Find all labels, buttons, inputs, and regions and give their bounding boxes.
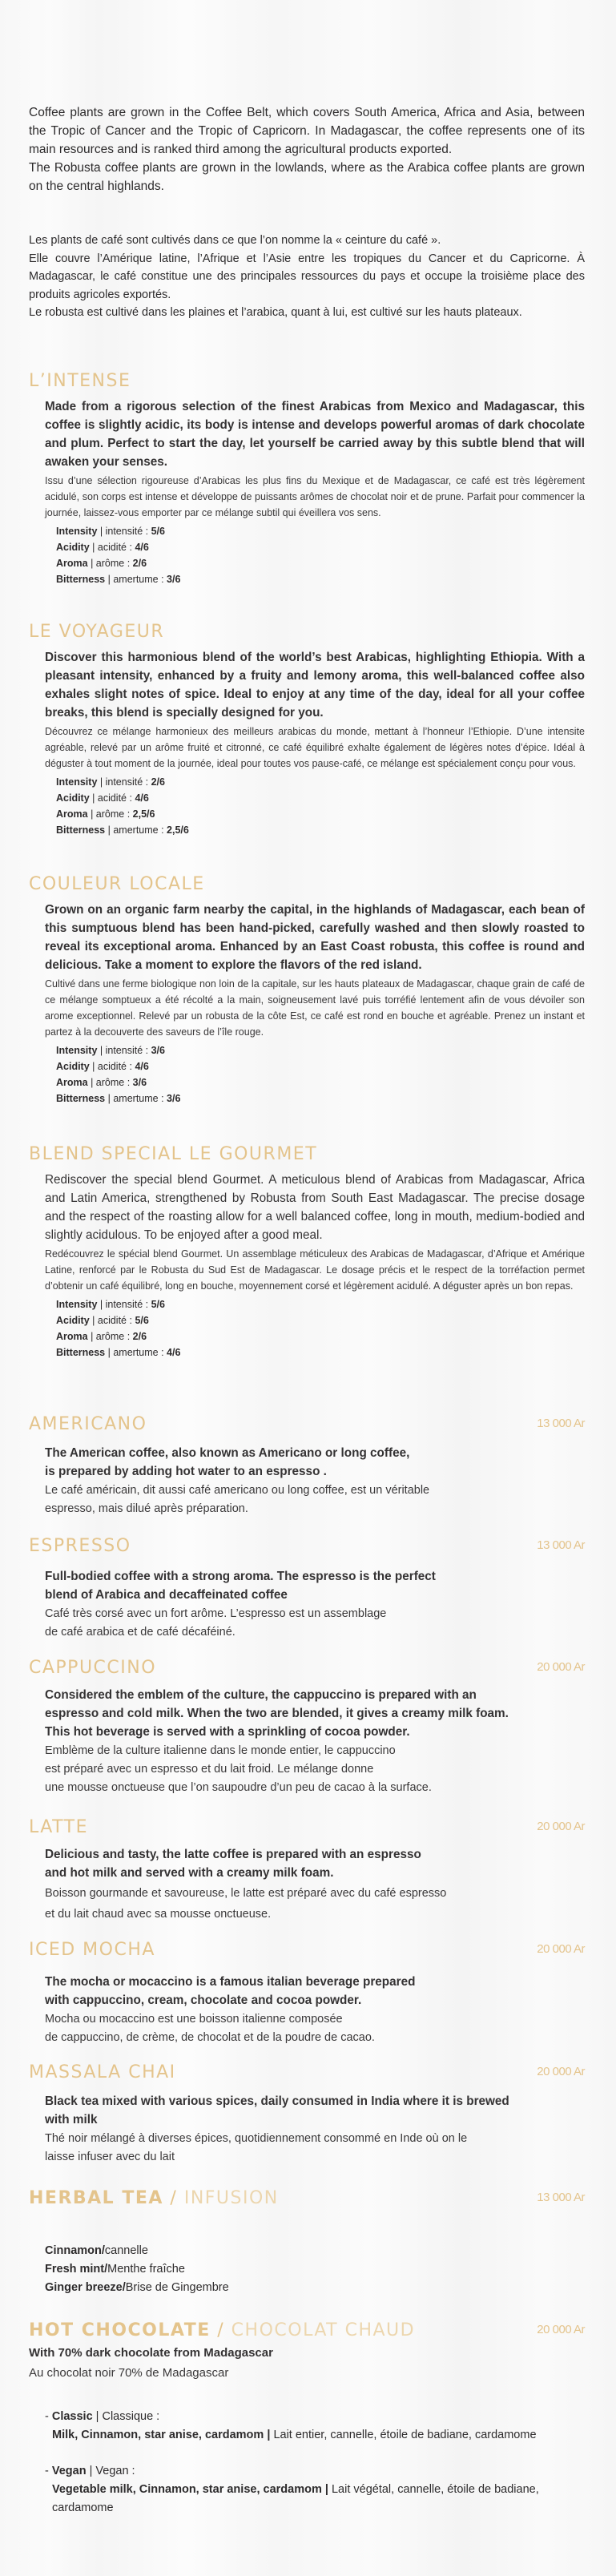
spec-intensity: Intensity | intensité : 5/6 <box>56 1299 165 1310</box>
desc-line: Le café américain, dit aussi café americano ou long coffee, est un véritable <box>45 1484 430 1497</box>
spec-bitterness: Bitterness | amertume : 2,5/6 <box>56 824 189 836</box>
desc-line: Delicious and tasty, the latte coffee is prepared with an espresso <box>45 1848 421 1861</box>
blend-section <box>29 370 585 587</box>
desc-line: espresso and cold milk. When the two are blended, it gives a creamy milk foam. <box>45 1707 509 1720</box>
herbal-item: Fresh mint/Menthe fraîche <box>45 2263 185 2276</box>
herbal-item: Ginger breeze/Brise de Gingembre <box>45 2281 229 2294</box>
drink-desc-fr <box>45 2010 585 2047</box>
drink-desc-fr <box>45 1605 585 1642</box>
desc-line: Emblème de la culture italienne dans le monde entier, le cappuccino <box>45 1744 396 1757</box>
desc-line: espresso, mais dilué après préparation. <box>45 1502 248 1515</box>
blend-section <box>29 1143 585 1361</box>
desc-line: Mocha ou mocaccino est une boisson italienne composée <box>45 2013 343 2026</box>
spec-acidity: Acidity | acidité : 4/6 <box>56 1061 149 1072</box>
spec-aroma: Aroma | arôme : 3/6 <box>56 1077 147 1088</box>
desc-line: Considered the emblem of the culture, the cappuccino is prepared with an <box>45 1688 477 1702</box>
spec-intensity: Intensity | intensité : 5/6 <box>56 526 165 537</box>
drink-desc-en <box>45 1686 585 1741</box>
spec-aroma: Aroma | arôme : 2,5/6 <box>56 808 155 820</box>
drink-desc-fr <box>45 2130 585 2167</box>
desc-line: Black tea mixed with various spices, daily consumed in India where it is brewed <box>45 2094 509 2108</box>
drink-title: CAPPUCCINO <box>29 1658 157 1678</box>
hot-chocolate-title: HOT CHOCOLATE / CHOCOLAT CHAUD <box>29 2320 416 2340</box>
intro-english <box>29 103 585 196</box>
desc-line: Full-bodied coffee with a strong aroma. The espresso is the perfect <box>45 1570 436 1583</box>
desc-line: une mousse onctueuse que l’on saupoudre d’un peu de cacao à la surface. <box>45 1781 432 1794</box>
herbal-tea-section <box>29 2187 585 2297</box>
drink-desc-fr <box>45 1742 585 1797</box>
spec-acidity: Acidity | acidité : 5/6 <box>56 1315 149 1326</box>
herbal-item: Cinnamon/cannelle <box>45 2244 148 2257</box>
drink-title: MASSALA CHAI <box>29 2062 176 2082</box>
hot-chocolate-variant-classic: - Classic | Classique : Milk, Cinnamon, star anise, cardamom | Lait entier, cannelle, étoile de badiane, cardamome <box>45 2410 537 2441</box>
blend-specs <box>56 523 585 587</box>
intro-paragraph: Le robusta est cultivé dans les plaines et l’arabica, quant à lui, est cultivé sur les hauts plateaux. <box>29 306 522 319</box>
blend-specs <box>56 774 585 838</box>
blend-title: BLEND SPECIAL LE GOURMET <box>29 1144 318 1164</box>
blend-specs <box>56 1042 585 1107</box>
drink-title: ICED MOCHA <box>29 1940 155 1960</box>
desc-line: with cappuccino, cream, chocolate and cocoa powder. <box>45 1993 362 2007</box>
drink-latte <box>29 1816 585 1925</box>
drink-title: LATTE <box>29 1817 88 1837</box>
intro-paragraph: The Robusta coffee plants are grown in the lowlands, where as the Arabica coffee plants are grown on the central highlands. <box>29 161 585 193</box>
drink-price: 20 000 Ar <box>537 1820 585 1833</box>
desc-line: is prepared by adding hot water to an espresso . <box>45 1465 327 1478</box>
drink-iced-mocha <box>29 1939 585 2047</box>
spec-intensity: Intensity | intensité : 3/6 <box>56 1045 165 1056</box>
desc-line: The mocha or mocaccino is a famous italian beverage prepared <box>45 1975 416 1989</box>
hot-chocolate-price: 20 000 Ar <box>537 2323 585 2336</box>
blend-desc-en: Grown on an organic farm nearby the capital, in the highlands of Madagascar, each bean of this sumptuous blend has been hand-picked, carefully washed and then slowly roasted to reveal its exceptional aroma. Enhanced by an East Coast robusta, this coffee is round and delicious. Take a moment to explore the flavors of the red island. <box>45 903 585 972</box>
herbal-tea-title: HERBAL TEA / INFUSION <box>29 2188 279 2208</box>
blend-section <box>29 873 585 1107</box>
desc-line: This hot beverage is served with a sprinkling of cocoa powder. <box>45 1725 410 1739</box>
desc-line: de café arabica et de café décaféiné. <box>45 1626 236 1639</box>
drink-cappuccino <box>29 1657 585 1797</box>
desc-line: est préparé avec un espresso et du lait froid. Le mélange donne <box>45 1763 374 1776</box>
drink-desc-fr <box>45 1883 585 1925</box>
blend-desc-fr: Découvrez ce mélange harmonieux des meilleurs arabicas du monde, mettant à l’honneur l’Ethiopie. D’une intensite agréable, relevé par un arôme fruité et citronné, ce café équilibré exhalte également de légères notes d’épice. Idéal à déguster à tout moment de la journée, ideal pour toutes vos pause-café, ce mélange est spécialement conçu pour vous. <box>45 726 585 769</box>
spec-acidity: Acidity | acidité : 4/6 <box>56 792 149 804</box>
spec-aroma: Aroma | arôme : 2/6 <box>56 558 147 569</box>
desc-line: blend of Arabica and decaffeinated coffee <box>45 1588 288 1602</box>
intro-paragraph: Coffee plants are grown in the Coffee Belt, which covers South America, Africa and Asia, between the Tropic of Cancer and the Tropic of Capricorn. In Madagascar, the coffee represents one of its main resources and is ranked third among the agricultural products exported. <box>29 106 585 156</box>
drink-desc-en <box>45 1444 585 1481</box>
blend-desc-en: Rediscover the special blend Gourmet. A meticulous blend of Arabicas from Madagascar, Africa and Latin America, strengthened by Robusta from South East Madagascar. The precise dosage and the respect of the roasting allow for a well balanced coffee, long in mouth, medium-bodied and slightly acidulous. To be enjoyed after a good meal. <box>45 1173 585 1242</box>
blend-section <box>29 621 585 838</box>
spec-aroma: Aroma | arôme : 2/6 <box>56 1331 147 1342</box>
drink-price: 13 000 Ar <box>537 1538 585 1552</box>
spec-bitterness: Bitterness | amertume : 3/6 <box>56 574 181 585</box>
blend-title: LE VOYAGEUR <box>29 622 165 642</box>
drink-espresso <box>29 1535 585 1642</box>
blend-title: COULEUR LOCALE <box>29 874 205 894</box>
drink-desc-en <box>45 1973 585 2010</box>
drink-desc-fr <box>45 1482 585 1518</box>
desc-line: et du lait chaud avec sa mousse onctueuse. <box>45 1908 272 1921</box>
hot-chocolate-variant-vegan: - Vegan | Vegan : Vegetable milk, Cinnamon, star anise, cardamom | Lait végétal, cannelle, étoile de badiane, cardamome <box>45 2465 539 2514</box>
spec-bitterness: Bitterness | amertume : 4/6 <box>56 1347 181 1358</box>
spec-acidity: Acidity | acidité : 4/6 <box>56 542 149 553</box>
hot-chocolate-section <box>29 2320 585 2518</box>
drink-americano <box>29 1413 585 1518</box>
blend-desc-fr: Redécouvrez le spécial blend Gourmet. Un assemblage méticuleux des Arabicas de Madagascar, d’Afrique et Amérique Latine, renforcé par le Robusta du Sud Est de Madagascar. Le dosage précis et le respect de la torréfaction permet d’obtenir un café équilibré, long en bouche, moyennement corsé et légèrement acidulé. A déguster après un bon repas. <box>45 1248 585 1292</box>
desc-line: Thé noir mélangé à diverses épices, quotidiennement consommé en Inde où on le <box>45 2132 468 2145</box>
desc-line: Boisson gourmande et savoureuse, le latte est préparé avec du café espresso <box>45 1887 447 1900</box>
drink-desc-en <box>45 2092 585 2129</box>
blend-desc-en: Made from a rigorous selection of the finest Arabicas from Mexico and Madagascar, this coffee is slightly acidic, its body is intense and develops powerful aromas of dark chocolate and plum. Perfect to start the day, let yourself be carried away by this subtle blend that will awaken your senses. <box>45 400 585 469</box>
drink-price: 20 000 Ar <box>537 1660 585 1674</box>
blend-specs <box>56 1296 585 1361</box>
drink-price: 13 000 Ar <box>537 1417 585 1430</box>
blend-desc-en: Discover this harmonious blend of the world’s best Arabicas, highlighting Ethiopia. With a pleasant intensity, enhanced by a fruity and lemony aroma, this well-balanced coffee also exhales slight notes of spice. Ideal to enjoy at any time of the day, ideal for all your coffee breaks, this blend is specially designed for you. <box>45 651 585 720</box>
herbal-tea-price: 13 000 Ar <box>537 2191 585 2204</box>
hot-chocolate-subtitle-en: With 70% dark chocolate from Madagascar <box>29 2346 273 2360</box>
blend-desc-fr: Issu d’une sélection rigoureuse d’Arabicas les plus fins du Mexique et de Madagascar, ce café est très légèrement acidulé, son corps est intense et développe de puissants arômes de chocolat noir et de prune. Parfait pour commencer la journée, laissez-vous emporter par ce mélange subtil qui éveillera vos sens. <box>45 475 585 518</box>
desc-line: laisse infuser avec du lait <box>45 2151 175 2163</box>
intro-french <box>29 232 585 322</box>
blend-desc-fr: Cultivé dans une ferme biologique non loin de la capitale, sur les hauts plateaux de Madagascar, chaque grain de café de ce mélange somptueux a été récolté a la main, soigneusement lavé puis torréfié lentement afin de vous dévoiler son arome exceptionnel. Relevé par un robusta de la côte Est, ce café est rond en bouche et agréable. Prenez un instant et partez à la decouverte des saveurs de l’île rouge. <box>45 978 585 1038</box>
drink-title: AMERICANO <box>29 1414 147 1434</box>
spec-intensity: Intensity | intensité : 2/6 <box>56 776 165 788</box>
drink-price: 20 000 Ar <box>537 1942 585 1956</box>
drink-title: ESPRESSO <box>29 1536 131 1556</box>
herbal-tea-list <box>45 2242 585 2297</box>
intro-paragraph: Elle couvre l’Amérique latine, l’Afrique et l’Asie entre les tropiques du Cancer et du Capricorne. À Madagascar, le café constitue une des principales ressources du pays et occupe la troisième place des produits agricoles exportés. <box>29 252 585 301</box>
desc-line: The American coffee, also known as Americano or long coffee, <box>45 1446 410 1460</box>
hot-chocolate-subtitle-fr: Au chocolat noir 70% de Madagascar <box>29 2366 229 2380</box>
drink-desc-en <box>45 1845 585 1882</box>
desc-line: with milk <box>45 2113 98 2127</box>
drink-massala-chai <box>29 2062 585 2167</box>
drink-desc-en <box>45 1567 585 1604</box>
intro-paragraph: Les plants de café sont cultivés dans ce que l’on nomme la « ceinture du café ». <box>29 234 441 247</box>
drink-price: 20 000 Ar <box>537 2065 585 2078</box>
blend-title: L’INTENSE <box>29 371 131 391</box>
desc-line: Café très corsé avec un fort arôme. L’espresso est un assemblage <box>45 1607 387 1620</box>
spec-bitterness: Bitterness | amertume : 3/6 <box>56 1093 181 1104</box>
desc-line: and hot milk and served with a creamy milk foam. <box>45 1866 334 1880</box>
desc-line: de cappuccino, de crème, de chocolat et de la poudre de cacao. <box>45 2031 375 2044</box>
